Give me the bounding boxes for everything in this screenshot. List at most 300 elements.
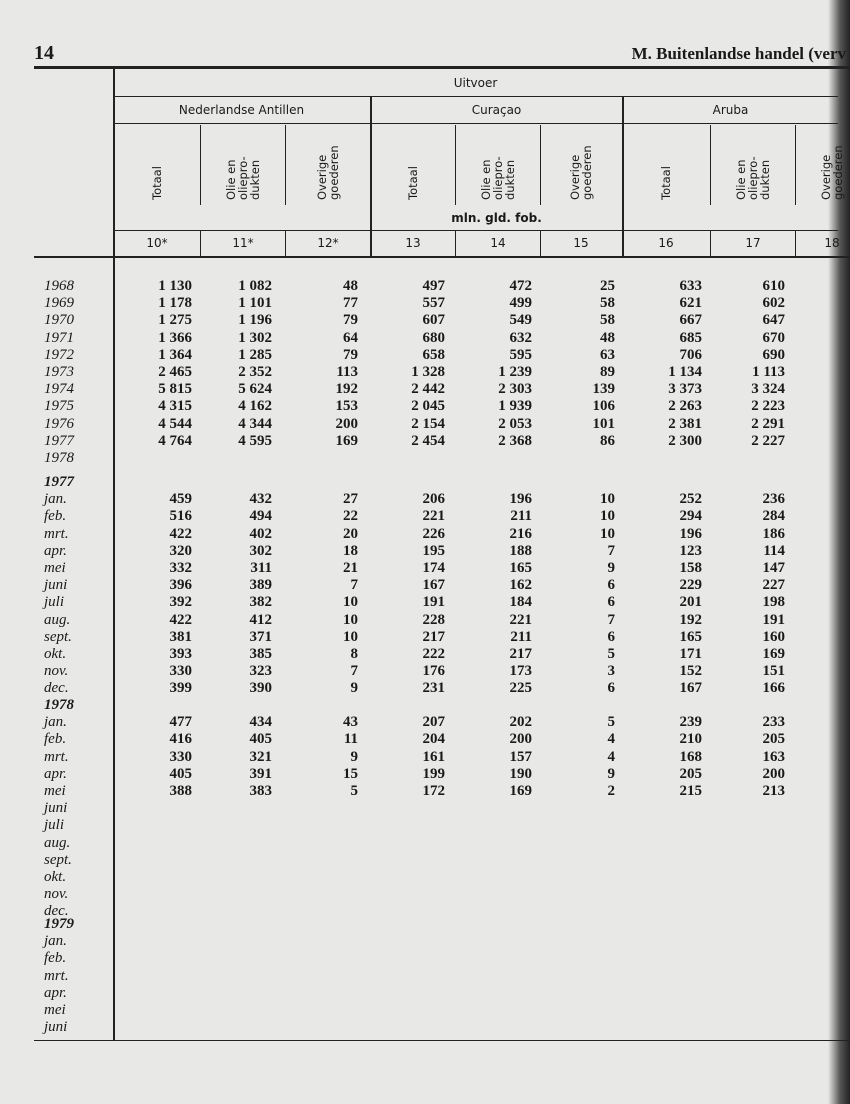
row-label: nov. <box>44 886 69 903</box>
row-label: 1975 <box>44 398 74 415</box>
table-cell: 221 <box>509 611 532 628</box>
table-cell: 2 454 <box>411 432 445 449</box>
section-year-row <box>0 697 850 714</box>
row-label: 1976 <box>44 415 74 432</box>
table-cell: 332 <box>169 559 192 576</box>
table-cell: 139 <box>592 381 615 398</box>
column-divider <box>285 231 286 256</box>
table-cell: 233 <box>762 714 785 731</box>
bottom-rule <box>34 1040 850 1041</box>
row-label: jan. <box>44 491 67 508</box>
table-cell: 2 442 <box>411 381 445 398</box>
table-row <box>0 577 850 594</box>
table-cell: 191 <box>422 594 445 611</box>
table-cell: 2 300 <box>668 432 702 449</box>
table-row <box>0 450 850 467</box>
table-cell: 6 <box>607 680 615 697</box>
table-section <box>0 697 850 920</box>
table-cell: 432 <box>249 491 272 508</box>
table-cell: 165 <box>679 628 702 645</box>
table-row <box>0 1019 850 1036</box>
table-row <box>0 852 850 869</box>
column-header-label: Totaal <box>659 166 673 200</box>
table-cell: 9 <box>607 765 615 782</box>
table-cell: 176 <box>422 663 445 680</box>
table-row <box>0 330 850 347</box>
table-cell: 3 324 <box>751 381 785 398</box>
table-cell: 2 352 <box>238 363 272 380</box>
table-row <box>0 646 850 663</box>
row-label: apr. <box>44 542 67 559</box>
table-cell: 217 <box>422 628 445 645</box>
table-cell: 157 <box>509 748 532 765</box>
table-cell: 10 <box>343 611 358 628</box>
table-cell: 79 <box>343 346 358 363</box>
table-cell: 216 <box>509 525 532 542</box>
table-cell: 58 <box>600 312 615 329</box>
header-bottom-rule <box>34 256 850 258</box>
table-cell: 205 <box>679 765 702 782</box>
table-cell: 207 <box>422 714 445 731</box>
table-cell: 25 <box>600 278 615 294</box>
table-cell: 685 <box>679 329 702 346</box>
row-label: dec. <box>44 903 69 920</box>
column-number: 17 <box>745 236 761 250</box>
table-cell: 321 <box>249 748 272 765</box>
row-label: mrt. <box>44 525 69 542</box>
table-cell: 152 <box>679 663 702 680</box>
column-divider <box>795 231 796 256</box>
row-label: juni <box>44 1019 68 1036</box>
table-cell: 236 <box>762 491 785 508</box>
table-cell: 7 <box>607 542 615 559</box>
table-cell: 201 <box>679 594 702 611</box>
table-cell: 171 <box>679 645 702 662</box>
table-cell: 302 <box>249 542 272 559</box>
table-cell: 10 <box>343 628 358 645</box>
table-cell: 186 <box>762 525 785 542</box>
row-label: mei <box>44 782 66 799</box>
row-label: 1971 <box>44 329 74 346</box>
table-cell: 1 275 <box>158 312 192 329</box>
column-number: 10* <box>146 236 168 250</box>
row-label: mrt. <box>44 748 69 765</box>
table-cell: 667 <box>679 312 702 329</box>
table-cell: 1 196 <box>238 312 272 329</box>
table-cell: 2 381 <box>668 415 702 432</box>
table-cell: 385 <box>249 645 272 662</box>
table-cell: 229 <box>679 577 702 594</box>
table-cell: 1 285 <box>238 346 272 363</box>
table-cell: 188 <box>509 542 532 559</box>
table-cell: 330 <box>169 663 192 680</box>
row-label: okt. <box>44 645 67 662</box>
table-cell: 610 <box>762 278 785 294</box>
table-cell: 167 <box>679 680 702 697</box>
table-cell: 106 <box>592 398 615 415</box>
table-row <box>0 800 850 817</box>
table-cell: 239 <box>679 714 702 731</box>
table-row <box>0 612 850 629</box>
table-cell: 6 <box>607 594 615 611</box>
row-label: 1973 <box>44 363 74 380</box>
table-cell: 1 364 <box>158 346 192 363</box>
row-label: 1970 <box>44 312 74 329</box>
table-cell: 405 <box>169 765 192 782</box>
column-number: 12* <box>317 236 339 250</box>
table-cell: 5 <box>607 714 615 731</box>
table-cell: 5 <box>350 782 358 799</box>
table-cell: 459 <box>169 491 192 508</box>
table-cell: 670 <box>762 329 785 346</box>
table-cell: 199 <box>422 765 445 782</box>
table-cell: 6 <box>607 577 615 594</box>
table-cell: 21 <box>343 559 358 576</box>
column-divider <box>710 125 711 205</box>
table-cell: 79 <box>343 312 358 329</box>
table-cell: 516 <box>169 508 192 525</box>
table-cell: 202 <box>509 714 532 731</box>
table-cell: 1 239 <box>498 363 532 380</box>
table-cell: 390 <box>249 680 272 697</box>
table-cell: 153 <box>335 398 358 415</box>
table-cell: 43 <box>343 714 358 731</box>
table-cell: 392 <box>169 594 192 611</box>
table-row <box>0 886 850 903</box>
column-divider <box>200 231 201 256</box>
table-row <box>0 1002 850 1019</box>
table-cell: 4 <box>607 731 615 748</box>
table-cell: 190 <box>509 765 532 782</box>
column-number: 15 <box>573 236 589 250</box>
table-cell: 381 <box>169 628 192 645</box>
row-label: 1969 <box>44 295 74 312</box>
table-cell: 422 <box>169 611 192 628</box>
region-header: Curaçao <box>471 103 522 117</box>
table-cell: 10 <box>343 594 358 611</box>
table-cell: 2 223 <box>751 398 785 415</box>
table-cell: 3 373 <box>668 381 702 398</box>
table-row <box>0 629 850 646</box>
table-cell: 9 <box>607 559 615 576</box>
table-cell: 58 <box>600 295 615 312</box>
table-cell: 196 <box>509 491 532 508</box>
table-cell: 4 764 <box>158 432 192 449</box>
table-cell: 2 263 <box>668 398 702 415</box>
table-cell: 4 544 <box>158 415 192 432</box>
row-label: okt. <box>44 868 67 885</box>
table-cell: 706 <box>679 346 702 363</box>
table-cell: 621 <box>679 295 702 312</box>
table-row <box>0 398 850 415</box>
table-cell: 393 <box>169 645 192 662</box>
table-cell: 191 <box>762 611 785 628</box>
table-cell: 204 <box>422 731 445 748</box>
column-header-label: Overige goederen <box>568 145 594 200</box>
table-cell: 2 154 <box>411 415 445 432</box>
row-label: feb. <box>44 950 67 967</box>
page-number: 14 <box>34 42 54 64</box>
table-cell: 284 <box>762 508 785 525</box>
table-cell: 2 291 <box>751 415 785 432</box>
table-cell: 388 <box>169 782 192 799</box>
table-cell: 8 <box>350 645 358 662</box>
table-cell: 211 <box>510 508 532 525</box>
section-year-row <box>0 916 850 933</box>
section-year-row <box>0 474 850 491</box>
table-cell: 557 <box>422 295 445 312</box>
table-section <box>0 474 850 697</box>
row-label: aug. <box>44 834 71 851</box>
table-cell: 15 <box>343 765 358 782</box>
row-label: mei <box>44 559 66 576</box>
table-cell: 2 368 <box>498 432 532 449</box>
table-cell: 2 227 <box>751 432 785 449</box>
table-cell: 434 <box>249 714 272 731</box>
column-divider <box>455 125 456 205</box>
table-row <box>0 869 850 886</box>
table-row <box>0 817 850 834</box>
column-divider <box>540 125 541 205</box>
table-section <box>0 278 850 467</box>
region-header: Aruba <box>712 103 749 117</box>
rule <box>113 230 838 231</box>
table-cell: 165 <box>509 559 532 576</box>
table-cell: 168 <box>679 748 702 765</box>
table-cell: 1 328 <box>411 363 445 380</box>
column-header-label: Totaal <box>406 166 420 200</box>
row-label: aug. <box>44 611 71 628</box>
row-label: juli <box>44 594 65 611</box>
table-cell: 210 <box>679 731 702 748</box>
table-cell: 9 <box>350 748 358 765</box>
column-divider <box>370 231 372 256</box>
table-cell: 169 <box>335 432 358 449</box>
section-year: 1977 <box>44 474 74 490</box>
table-cell: 1 113 <box>752 363 785 380</box>
table-cell: 27 <box>343 491 358 508</box>
row-label: jan. <box>44 933 67 950</box>
section-year: 1978 <box>44 697 74 713</box>
row-label: 1978 <box>44 449 74 466</box>
table-cell: 602 <box>762 295 785 312</box>
table-cell: 20 <box>343 525 358 542</box>
row-label: 1968 <box>44 278 74 294</box>
table-cell: 206 <box>422 491 445 508</box>
table-cell: 2 <box>607 782 615 799</box>
column-divider <box>285 125 286 205</box>
table-cell: 647 <box>762 312 785 329</box>
row-label: apr. <box>44 765 67 782</box>
row-label: sept. <box>44 628 72 645</box>
table-cell: 4 315 <box>158 398 192 415</box>
section-year: 1979 <box>44 916 74 932</box>
row-label: sept. <box>44 851 72 868</box>
table-cell: 1 178 <box>158 295 192 312</box>
table-cell: 114 <box>763 542 785 559</box>
table-cell: 173 <box>509 663 532 680</box>
column-divider <box>455 231 456 256</box>
table-cell: 2 465 <box>158 363 192 380</box>
table-row <box>0 766 850 783</box>
table-cell: 10 <box>600 491 615 508</box>
table-cell: 477 <box>169 714 192 731</box>
table-cell: 497 <box>422 278 445 294</box>
table-cell: 211 <box>510 628 532 645</box>
table-cell: 169 <box>762 645 785 662</box>
table-row <box>0 543 850 560</box>
table-cell: 402 <box>249 525 272 542</box>
unit-label: mln. gld. fob. <box>451 211 542 225</box>
table-cell: 7 <box>607 611 615 628</box>
column-divider <box>710 231 711 256</box>
table-cell: 227 <box>762 577 785 594</box>
table-cell: 196 <box>679 525 702 542</box>
table-cell: 3 <box>607 663 615 680</box>
column-divider <box>622 231 624 256</box>
table-cell: 7 <box>350 663 358 680</box>
table-row <box>0 416 850 433</box>
table-row <box>0 731 850 748</box>
table-cell: 64 <box>343 329 358 346</box>
table-row <box>0 508 850 525</box>
table-cell: 383 <box>249 782 272 799</box>
table-cell: 169 <box>509 782 532 799</box>
table-row <box>0 950 850 967</box>
table-cell: 658 <box>422 346 445 363</box>
table-cell: 7 <box>350 577 358 594</box>
table-row <box>0 560 850 577</box>
table-row <box>0 491 850 508</box>
table-cell: 63 <box>600 346 615 363</box>
table-cell: 499 <box>509 295 532 312</box>
row-label: feb. <box>44 731 67 748</box>
table-row <box>0 933 850 950</box>
column-number: 13 <box>405 236 421 250</box>
table-cell: 389 <box>249 577 272 594</box>
table-row <box>0 968 850 985</box>
rule <box>113 123 838 124</box>
row-label: jan. <box>44 714 67 731</box>
table-row <box>0 663 850 680</box>
row-label: feb. <box>44 508 67 525</box>
table-cell: 595 <box>509 346 532 363</box>
table-cell: 167 <box>422 577 445 594</box>
row-label: 1972 <box>44 346 74 363</box>
table-cell: 1 939 <box>498 398 532 415</box>
row-label: 1977 <box>44 432 74 449</box>
table-cell: 412 <box>249 611 272 628</box>
column-divider <box>200 125 201 205</box>
row-label: mei <box>44 1001 66 1018</box>
table-row <box>0 433 850 450</box>
table-cell: 174 <box>422 559 445 576</box>
table-cell: 1 134 <box>668 363 702 380</box>
table-cell: 1 302 <box>238 329 272 346</box>
table-cell: 6 <box>607 628 615 645</box>
row-label: juli <box>44 817 65 834</box>
table-cell: 123 <box>679 542 702 559</box>
column-number: 18 <box>824 236 840 250</box>
table-cell: 151 <box>762 663 785 680</box>
table-cell: 228 <box>422 611 445 628</box>
row-label: apr. <box>44 984 67 1001</box>
table-section <box>0 916 850 1036</box>
table-cell: 11 <box>343 731 358 748</box>
column-divider <box>540 231 541 256</box>
table-row <box>0 364 850 381</box>
column-number: 14 <box>490 236 506 250</box>
table-cell: 294 <box>679 508 702 525</box>
row-label: juni <box>44 800 68 817</box>
table-cell: 221 <box>422 508 445 525</box>
column-header-label: Olie en oliepro- dukten <box>224 156 262 200</box>
table-cell: 226 <box>422 525 445 542</box>
table-row <box>0 680 850 697</box>
table-cell: 101 <box>592 415 615 432</box>
table-cell: 231 <box>422 680 445 697</box>
table-cell: 399 <box>169 680 192 697</box>
table-cell: 1 082 <box>238 278 272 294</box>
column-header-label: Olie en oliepro- dukten <box>479 156 517 200</box>
table-cell: 396 <box>169 577 192 594</box>
table-cell: 5 624 <box>238 381 272 398</box>
table-cell: 4 162 <box>238 398 272 415</box>
table-cell: 320 <box>169 542 192 559</box>
table-cell: 405 <box>249 731 272 748</box>
table-cell: 89 <box>600 363 615 380</box>
table-cell: 422 <box>169 525 192 542</box>
table-cell: 252 <box>679 491 702 508</box>
table-row <box>0 985 850 1002</box>
table-cell: 371 <box>249 628 272 645</box>
row-label: nov. <box>44 663 69 680</box>
table-cell: 192 <box>679 611 702 628</box>
table-row <box>0 714 850 731</box>
table-cell: 163 <box>762 748 785 765</box>
group-header-uitvoer: Uitvoer <box>453 76 498 90</box>
table-row <box>0 295 850 312</box>
table-cell: 4 <box>607 748 615 765</box>
table-cell: 2 053 <box>498 415 532 432</box>
table-cell: 215 <box>679 782 702 799</box>
table-cell: 632 <box>509 329 532 346</box>
table-cell: 205 <box>762 731 785 748</box>
table-cell: 113 <box>336 363 358 380</box>
table-cell: 607 <box>422 312 445 329</box>
column-header-label: Olie en oliepro- dukten <box>734 156 772 200</box>
table-cell: 48 <box>600 329 615 346</box>
table-row <box>0 594 850 611</box>
table-cell: 323 <box>249 663 272 680</box>
column-number: 16 <box>658 236 674 250</box>
table-cell: 160 <box>762 628 785 645</box>
table-cell: 680 <box>422 329 445 346</box>
running-title: M. Buitenlandse handel (verv <box>631 44 846 63</box>
table-cell: 22 <box>343 508 358 525</box>
row-label: juni <box>44 577 68 594</box>
rule <box>113 96 838 97</box>
table-cell: 48 <box>343 278 358 294</box>
table-row <box>0 526 850 543</box>
table-cell: 77 <box>343 295 358 312</box>
table-row <box>0 749 850 766</box>
table-cell: 158 <box>679 559 702 576</box>
table-cell: 633 <box>679 278 702 294</box>
table-cell: 225 <box>509 680 532 697</box>
table-cell: 217 <box>509 645 532 662</box>
table-cell: 2 303 <box>498 381 532 398</box>
